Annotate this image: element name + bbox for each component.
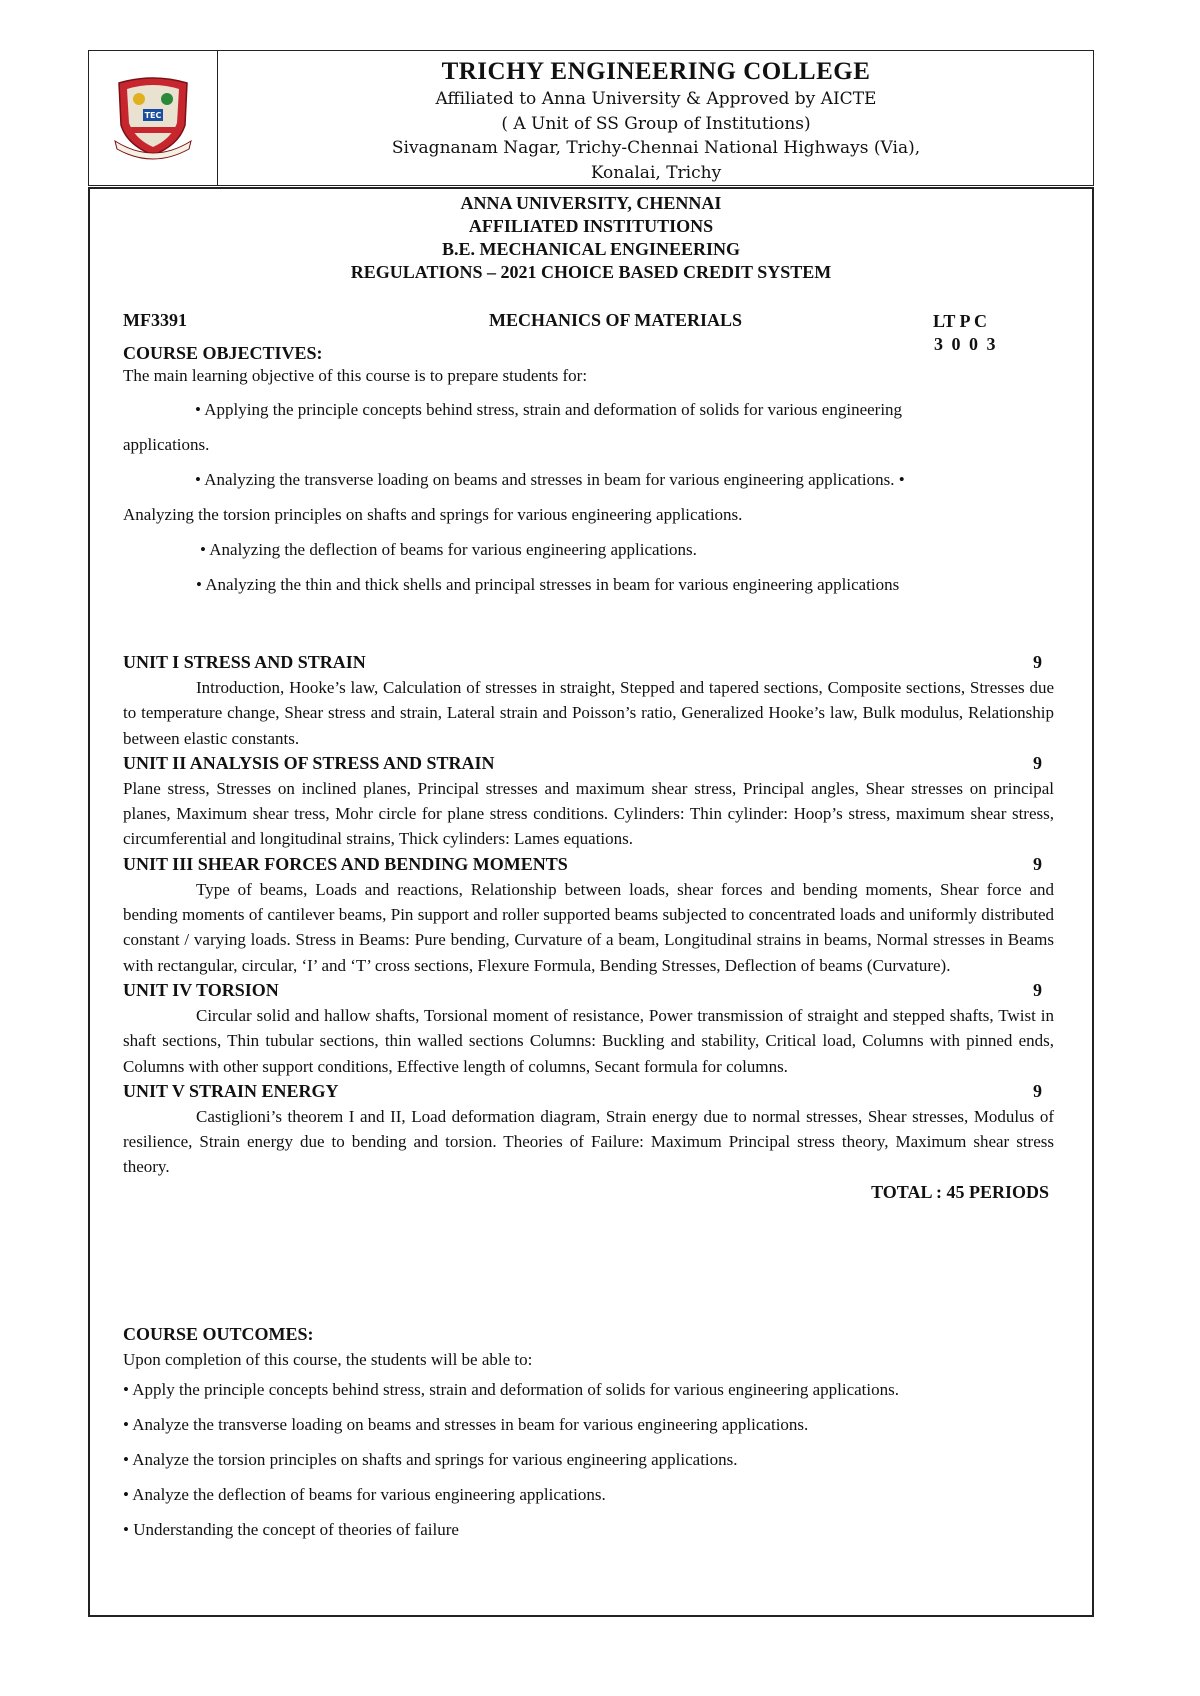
regulations-line: REGULATIONS – 2021 CHOICE BASED CREDIT SYSTEM [350,262,832,282]
unit-heading [123,751,1054,776]
syllabus-page [88,50,1096,1616]
college-crest-icon [109,75,197,161]
course-outcomes [123,1322,1054,1547]
syllabus-body [88,187,1094,1617]
unit-title: UNIT III SHEAR FORCES AND BENDING MOMENTS [123,853,568,874]
unit-content: Plane stress, Stresses on inclined planes, Principal stresses and maximum shear stress, Principal angles, Shear stresses on principal planes, Maximum shear tress, Mohr circle for plane stress conditions. Cylinders: Thin cylinder: Hoop’s stress, maximum shear stress, circumferential and longitudinal strains, Thick cylinders: Lames equations. [123,778,1054,849]
college-name: TRICHY ENGINEERING COLLEGE [441,58,871,85]
unit-block [123,978,1054,1079]
objective-item: • Applying the principle concepts behind stress, strain and deformation of solids for various engineering [195,400,903,419]
course-title: MECHANICS OF MATERIALS [489,310,743,330]
total-periods: TOTAL : 45 PERIODS [871,1181,1049,1202]
objectives-intro: The main learning objective of this course is to prepare students for: [123,366,588,385]
programme-name: B.E. MECHANICAL ENGINEERING [441,239,741,259]
university-name: ANNA UNIVERSITY, CHENNAI [460,193,722,213]
address-line: Sivagnanam Nagar, Trichy-Chennai National Highways (Via), [391,138,921,158]
unit-block [123,1079,1054,1180]
unit-heading [123,650,1054,675]
group-line: ( A Unit of SS Group of Institutions) [501,113,811,134]
unit-block [123,650,1054,751]
unit-content: Castiglioni’s theorem I and II, Load deformation diagram, Strain energy due to normal stresses, Shear stresses, Modulus of resilience, Strain energy due to bending and torsion. Theories of Failure: Maximum Principal stress theory, Maximum shear stress theory. [123,1106,1054,1177]
unit-heading [123,978,1054,1003]
college-logo [89,51,218,185]
svg-text:TEC: TEC [144,111,162,120]
unit-title: UNIT I STRESS AND STRAIN [123,652,366,672]
outcome-item: • Analyze the torsion principles on shafts and springs for various engineering applications. [123,1450,738,1469]
unit-content: Circular solid and hallow shafts, Torsional moment of resistance, Power transmission of straight and stepped shafts, Twist in shaft sections, Thin tubular sections, thin walled sections Columns: Buckling and stability, Critical load, Columns with pinned ends, Columns with other support conditions, Effective length of columns, Secant formula for columns. [123,1005,1054,1076]
college-header [88,50,1094,186]
objective-item-cont: applications. [123,435,210,454]
unit-content: Introduction, Hooke’s law, Calculation of stresses in straight, Stepped and tapered sections, Composite sections, Stresses due to temperature change, Shear stress and strain, Lateral strain and Poisson’s ratio, Generalized Hooke’s law, Bulk modulus, Relationship between elastic constants. [123,678,1054,748]
unit-heading [123,852,1054,877]
unit-title: UNIT II ANALYSIS OF STRESS AND STRAIN [123,752,495,773]
objective-item: • Analyzing the deflection of beams for various engineering applications. [200,540,697,559]
outcome-item: • Apply the principle concepts behind stress, strain and deformation of solids for various engineering applications. [123,1380,899,1399]
outcome-item: • Analyze the transverse loading on beams and stresses in beam for various engineering applications. [123,1415,809,1434]
ltpc-label: LT P C [933,311,988,331]
course-objectives [123,341,1054,596]
unit-hours: 9 [1033,853,1042,874]
unit-hours: 9 [1033,979,1042,1000]
units-section [123,650,1054,1205]
objectives-title: COURSE OBJECTIVES: [123,343,323,363]
town-line: Konalai, Trichy [590,162,722,183]
objective-item: • Analyzing the thin and thick shells and principal stresses in beam for various engineering applications [196,575,900,594]
affiliated-institutions: AFFILIATED INSTITUTIONS [468,216,714,236]
unit-hours: 9 [1033,652,1042,672]
syllabus-heading [90,192,1092,284]
outcome-item: • Analyze the deflection of beams for various engineering applications. [123,1485,606,1504]
unit-content: Type of beams, Loads and reactions, Relationship between loads, shear forces and bending moments, Shear force and bending moments of cantilever beams, Pin support and roller supported beams subjected to concentrated loads and uniformly distributed constant / varying loads. Stress in Beams: Pure bending, Curvature of a beam, Longitudinal strains in beams, Normal stresses in Beams with rectangular, circular, ‘I’ and ‘T’ cross sections, Flexure Formula, Bending Stresses, Deflection of beams (Curvature). [123,879,1054,975]
unit-title: UNIT V STRAIN ENERGY [123,1080,339,1101]
outcome-item: • Understanding the concept of theories of failure [123,1520,459,1539]
college-info [219,57,1093,185]
unit-hours: 9 [1033,752,1042,773]
unit-hours: 9 [1033,1080,1042,1101]
objective-item-cont: Analyzing the torsion principles on shafts and springs for various engineering applications. [123,505,743,524]
outcomes-intro: Upon completion of this course, the students will be able to: [123,1350,533,1369]
objective-item: • Analyzing the transverse loading on beams and stresses in beam for various engineering applications. • [195,470,905,489]
outcomes-title: COURSE OUTCOMES: [123,1324,314,1344]
unit-title: UNIT IV TORSION [123,979,279,1000]
ltpc-values: 3 0 0 3 [934,334,998,354]
affiliation-line: Affiliated to Anna University & Approved by AICTE [435,89,877,109]
unit-block [123,852,1054,978]
course-code: MF3391 [123,310,187,330]
unit-block [123,751,1054,852]
unit-heading [123,1079,1054,1104]
